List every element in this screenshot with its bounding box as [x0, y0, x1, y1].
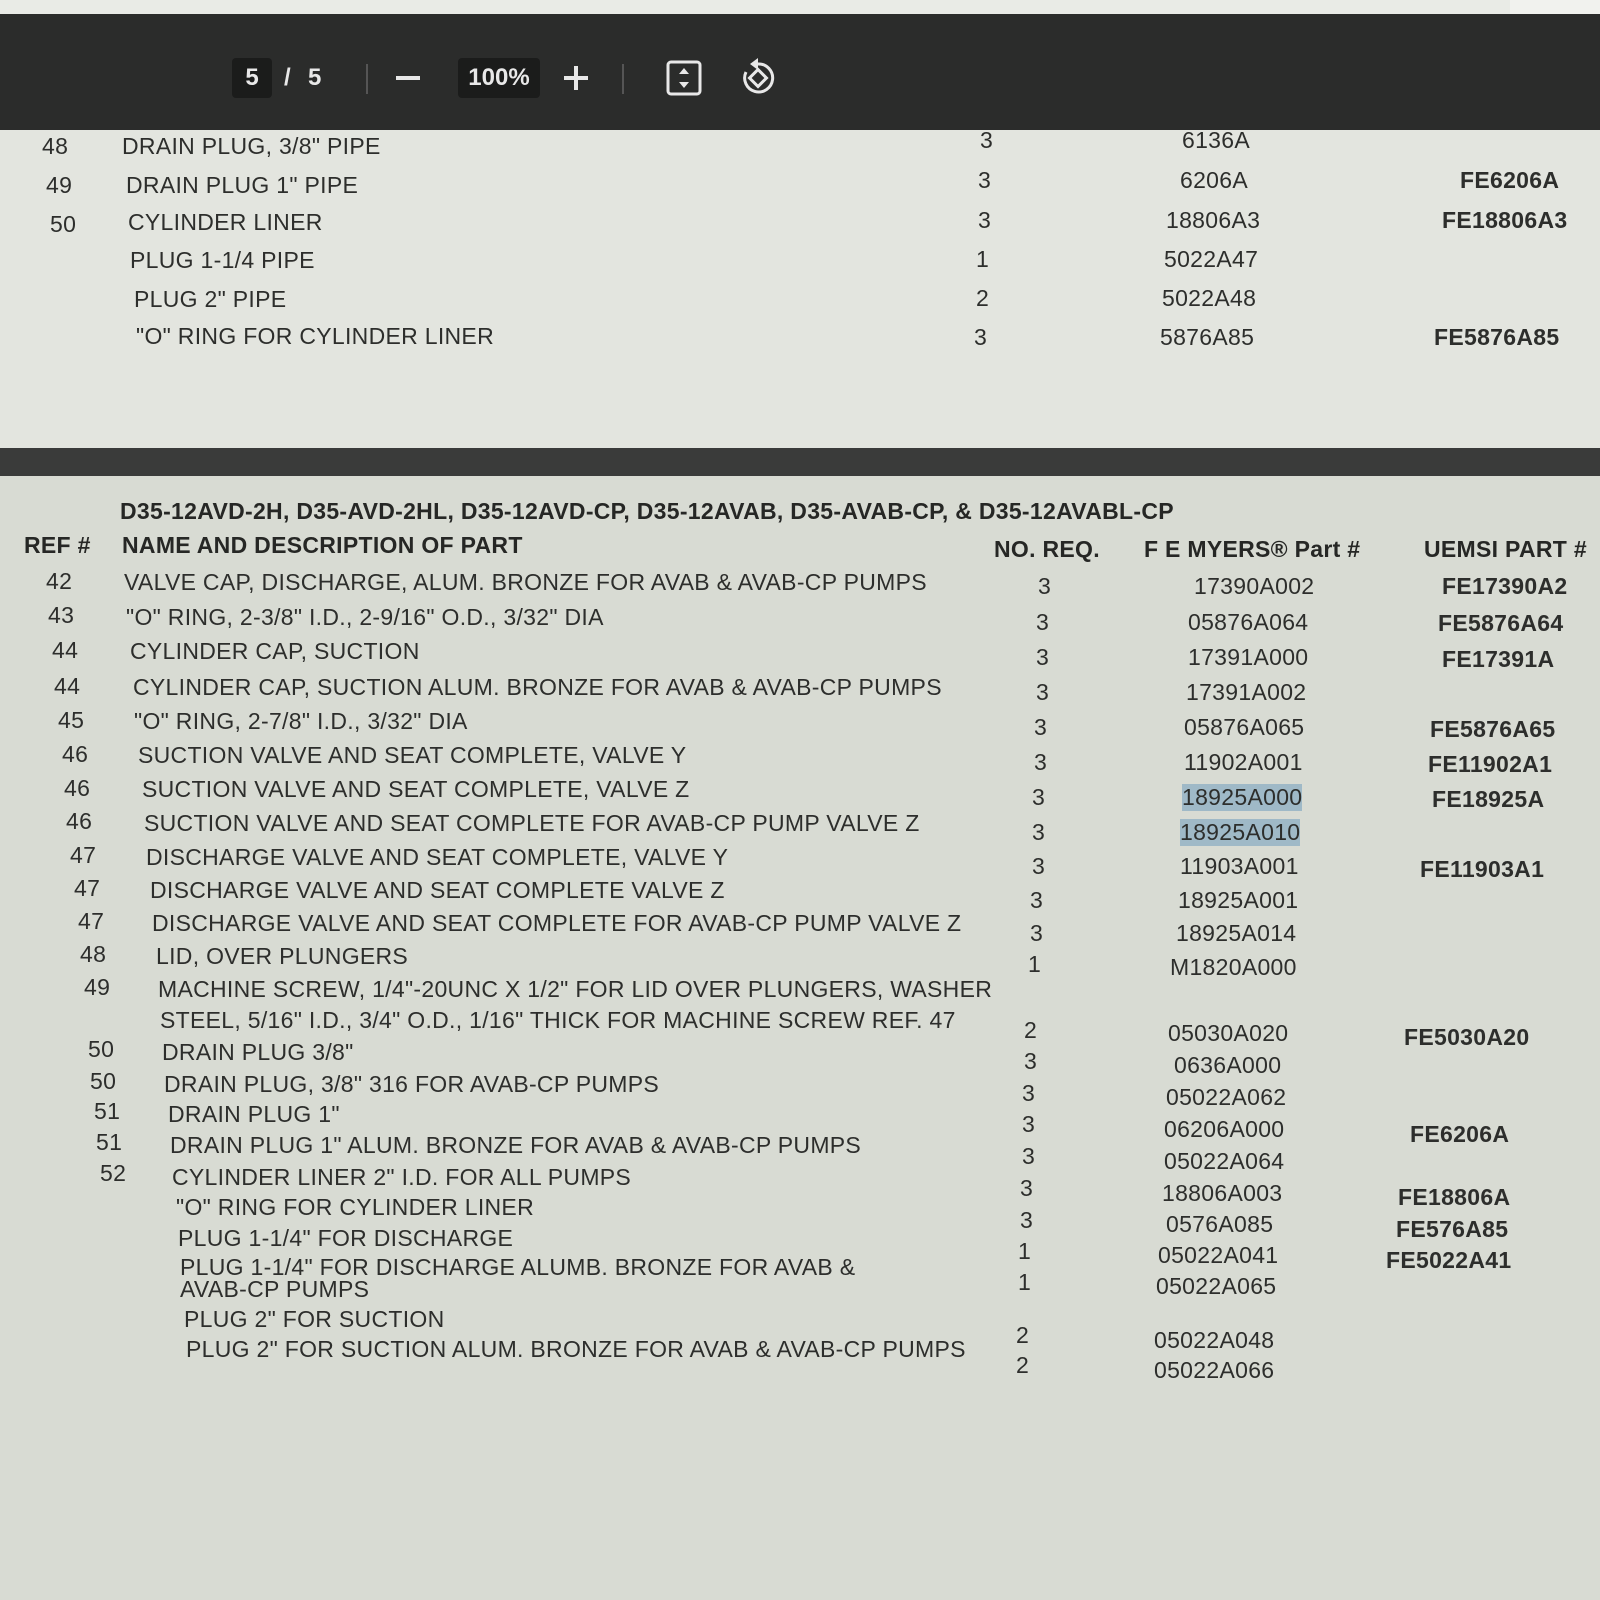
desc-cell: DISCHARGE VALVE AND SEAT COMPLETE, VALVE Y	[146, 844, 729, 870]
qty-cell: 3	[1030, 887, 1044, 913]
ref-cell: 50	[50, 211, 77, 237]
desc-cell: "O" RING, 2-3/8" I.D., 2-9/16" O.D., 3/32" DIA	[126, 604, 604, 630]
qty-cell: 3	[974, 324, 988, 350]
desc-cell: DISCHARGE VALVE AND SEAT COMPLETE FOR AVAB-CP PUMP VALVE Z	[152, 910, 962, 936]
fe-part-cell: 5022A48	[1162, 285, 1257, 311]
plus-icon	[562, 56, 590, 100]
pdf-page-5	[0, 476, 1600, 1600]
uemsi-part-cell: FE17391A	[1442, 646, 1555, 672]
uemsi-part-cell: FE5876A64	[1438, 610, 1564, 636]
toolbar-divider	[366, 64, 368, 94]
ref-cell: 48	[80, 941, 107, 967]
ref-cell: 44	[52, 637, 79, 663]
uemsi-part-cell: FE6206A	[1460, 167, 1560, 193]
desc-cell: SUCTION VALVE AND SEAT COMPLETE, VALVE Z	[142, 776, 690, 802]
desc-cell: LID, OVER PLUNGERS	[156, 943, 409, 969]
qty-cell: 2	[976, 285, 990, 311]
uemsi-part-cell: FE11903A1	[1420, 856, 1545, 882]
header-ref: REF #	[24, 532, 91, 558]
desc-cell: CYLINDER LINER	[128, 209, 323, 235]
desc-cell: MACHINE SCREW, 1/4"-20UNC X 1/2" FOR LID OVER PLUNGERS, WASHER	[158, 976, 993, 1002]
zoom-level-input[interactable]: 100%	[458, 58, 540, 98]
desc-cell: DISCHARGE VALVE AND SEAT COMPLETE VALVE Z	[150, 877, 725, 903]
ref-cell: 42	[46, 568, 73, 594]
ref-cell: 51	[96, 1129, 123, 1155]
desc-cell: PLUG 1-1/4" FOR DISCHARGE ALUMB. BRONZE FOR AVAB & AVAB-CP PUMPS	[180, 1254, 856, 1302]
desc-cell: SUCTION VALVE AND SEAT COMPLETE FOR AVAB-CP PUMP VALVE Z	[144, 810, 920, 836]
desc-cell: PLUG 2" FOR SUCTION	[184, 1306, 445, 1332]
rotate-button[interactable]	[736, 56, 780, 100]
qty-cell: 3	[1022, 1080, 1036, 1106]
ref-cell: 48	[42, 133, 69, 159]
qty-cell: 3	[1024, 1048, 1038, 1074]
ref-cell: 44	[54, 673, 81, 699]
qty-cell: 3	[1032, 853, 1046, 879]
fe-part-cell: 0636A000	[1174, 1052, 1282, 1078]
fe-part-cell: 17391A000	[1188, 644, 1309, 670]
pdf-toolbar	[0, 14, 1600, 130]
pdf-page-4	[0, 127, 1600, 448]
uemsi-part-cell: FE5876A65	[1430, 716, 1556, 742]
ref-cell: 51	[94, 1098, 121, 1124]
zoom-out-button[interactable]	[386, 56, 430, 100]
uemsi-part-cell: FE11902A1	[1428, 751, 1553, 777]
fe-part-cell: 05022A048	[1154, 1327, 1275, 1353]
qty-cell: 3	[1034, 714, 1048, 740]
header-desc: NAME AND DESCRIPTION OF PART	[122, 532, 523, 558]
minus-icon	[394, 56, 422, 100]
fe-part-cell: 5022A47	[1164, 246, 1259, 272]
ref-cell: 47	[70, 842, 97, 868]
fit-page-button[interactable]	[662, 56, 706, 100]
fe-part-cell: 18925A014	[1176, 920, 1297, 946]
page-divider	[0, 448, 1600, 476]
qty-cell: 1	[976, 246, 990, 272]
desc-cell: PLUG 1-1/4 PIPE	[130, 247, 315, 273]
desc-cell: SUCTION VALVE AND SEAT COMPLETE, VALVE Y	[138, 742, 687, 768]
fe-part-cell: 05022A062	[1166, 1084, 1287, 1110]
header-fe-part: F E MYERS® Part #	[1144, 536, 1361, 562]
fe-part-cell: 6136A	[1182, 127, 1251, 153]
desc-cell: DRAIN PLUG, 3/8" PIPE	[122, 133, 381, 159]
desc-cell: DRAIN PLUG 3/8"	[162, 1039, 354, 1065]
desc-cell: DRAIN PLUG, 3/8" 316 FOR AVAB-CP PUMPS	[164, 1071, 660, 1097]
fe-part-cell: 11903A001	[1180, 853, 1299, 879]
ref-cell: 50	[88, 1036, 115, 1062]
desc-cell: "O" RING FOR CYLINDER LINER	[136, 323, 494, 349]
desc-cell: PLUG 2" PIPE	[134, 286, 287, 312]
uemsi-part-cell: FE18925A	[1432, 786, 1545, 812]
toolbar-divider	[622, 64, 624, 94]
ref-cell: 50	[90, 1068, 117, 1094]
fe-part-cell: 05022A066	[1154, 1357, 1275, 1383]
fe-part-cell-selected: 18925A010	[1180, 819, 1301, 845]
ref-cell: 47	[74, 875, 101, 901]
desc-cell: PLUG 1-1/4" FOR DISCHARGE	[178, 1225, 514, 1251]
header-qty: NO. REQ.	[994, 536, 1100, 562]
qty-cell: 3	[1030, 920, 1044, 946]
fe-part-cell: 05030A020	[1168, 1020, 1289, 1046]
window-top-strip	[0, 0, 1600, 14]
uemsi-part-cell: FE17390A2	[1442, 573, 1568, 599]
fe-part-cell: 05876A065	[1184, 714, 1305, 740]
fe-part-cell: 05022A041	[1158, 1242, 1279, 1268]
qty-cell: 2	[1016, 1322, 1030, 1348]
desc-cell: CYLINDER LINER 2" I.D. FOR ALL PUMPS	[172, 1164, 632, 1190]
qty-cell: 3	[1022, 1111, 1036, 1137]
qty-cell: 1	[1018, 1238, 1032, 1264]
qty-cell: 1	[1018, 1269, 1032, 1295]
fe-part-cell: 17391A002	[1186, 679, 1307, 705]
fe-part-cell: 18925A001	[1178, 887, 1299, 913]
uemsi-part-cell: FE18806A3	[1442, 207, 1568, 233]
ref-cell: 46	[64, 775, 91, 801]
ref-cell: 46	[62, 741, 89, 767]
fe-part-cell-selected: 18925A000	[1182, 784, 1303, 810]
desc-cell: "O" RING FOR CYLINDER LINER	[176, 1194, 534, 1220]
fe-part-cell: 05022A064	[1164, 1148, 1285, 1174]
header-uemsi-part: UEMSI PART #	[1424, 536, 1587, 562]
desc-cell: VALVE CAP, DISCHARGE, ALUM. BRONZE FOR AVAB & AVAB-CP PUMPS	[124, 569, 927, 595]
ref-cell: 49	[84, 974, 111, 1000]
desc-cell: DRAIN PLUG 1"	[168, 1101, 340, 1127]
fe-part-cell: 18806A003	[1162, 1180, 1283, 1206]
desc-cell: "O" RING, 2-7/8" I.D., 3/32" DIA	[134, 708, 468, 734]
qty-cell: 3	[1020, 1207, 1034, 1233]
qty-cell: 3	[1020, 1175, 1034, 1201]
page-separator: /	[284, 64, 291, 91]
fe-part-cell: 11902A001	[1184, 749, 1303, 775]
qty-cell: 3	[1036, 644, 1050, 670]
fe-part-cell: 18806A3	[1166, 207, 1261, 233]
ref-cell: 49	[46, 172, 73, 198]
qty-cell: 3	[978, 207, 992, 233]
qty-cell: 3	[1036, 679, 1050, 705]
qty-cell: 3	[980, 127, 994, 153]
qty-cell: 2	[1016, 1352, 1030, 1378]
fe-part-cell: 05876A064	[1188, 609, 1309, 635]
qty-cell: 3	[1032, 784, 1046, 810]
uemsi-part-cell: FE5876A85	[1434, 324, 1560, 350]
qty-cell: 3	[1022, 1143, 1036, 1169]
rotate-icon	[736, 56, 780, 100]
fe-part-cell: 06206A000	[1164, 1116, 1285, 1142]
fe-part-cell: 05022A065	[1156, 1273, 1277, 1299]
uemsi-part-cell: FE18806A	[1398, 1184, 1511, 1210]
qty-cell: 3	[1034, 749, 1048, 775]
current-page-input[interactable]: 5	[232, 58, 272, 98]
desc-cell: CYLINDER CAP, SUCTION	[130, 638, 420, 664]
qty-cell: 2	[1024, 1017, 1038, 1043]
desc-cell: STEEL, 5/16" I.D., 3/4" O.D., 1/16" THICK FOR MACHINE SCREW REF. 47	[160, 1007, 956, 1033]
ref-cell: 45	[58, 707, 85, 733]
fe-part-cell: 17390A002	[1194, 573, 1315, 599]
fe-part-cell: 0576A085	[1166, 1211, 1274, 1237]
desc-cell: DRAIN PLUG 1" ALUM. BRONZE FOR AVAB & AVAB-CP PUMPS	[170, 1132, 862, 1158]
ref-cell: 46	[66, 808, 93, 834]
uemsi-part-cell: FE5030A20	[1404, 1024, 1530, 1050]
fit-page-icon	[664, 56, 704, 100]
zoom-in-button[interactable]	[554, 56, 598, 100]
ref-cell: 47	[78, 908, 105, 934]
ref-cell: 52	[100, 1160, 127, 1186]
desc-cell: PLUG 2" FOR SUCTION ALUM. BRONZE FOR AVAB & AVAB-CP PUMPS	[186, 1336, 966, 1362]
ref-cell: 43	[48, 602, 75, 628]
desc-cell: CYLINDER CAP, SUCTION ALUM. BRONZE FOR AVAB & AVAB-CP PUMPS	[133, 674, 942, 700]
uemsi-part-cell: FE6206A	[1410, 1121, 1510, 1147]
fe-part-cell: 5876A85	[1160, 324, 1255, 350]
qty-cell: 1	[1028, 951, 1042, 977]
table-title: D35-12AVD-2H, D35-AVD-2HL, D35-12AVD-CP, D35-12AVAB, D35-AVAB-CP, & D35-12AVABL-CP	[120, 498, 1174, 524]
uemsi-part-cell: FE5022A41	[1386, 1247, 1512, 1273]
qty-cell: 3	[1036, 609, 1050, 635]
qty-cell: 3	[1038, 573, 1052, 599]
uemsi-part-cell: FE576A85	[1396, 1216, 1509, 1242]
qty-cell: 3	[1032, 819, 1046, 845]
desc-cell: DRAIN PLUG 1" PIPE	[126, 172, 359, 198]
qty-cell: 3	[978, 167, 992, 193]
fe-part-cell: M1820A000	[1170, 954, 1297, 980]
total-pages: 5	[308, 64, 322, 91]
fe-part-cell: 6206A	[1180, 167, 1249, 193]
